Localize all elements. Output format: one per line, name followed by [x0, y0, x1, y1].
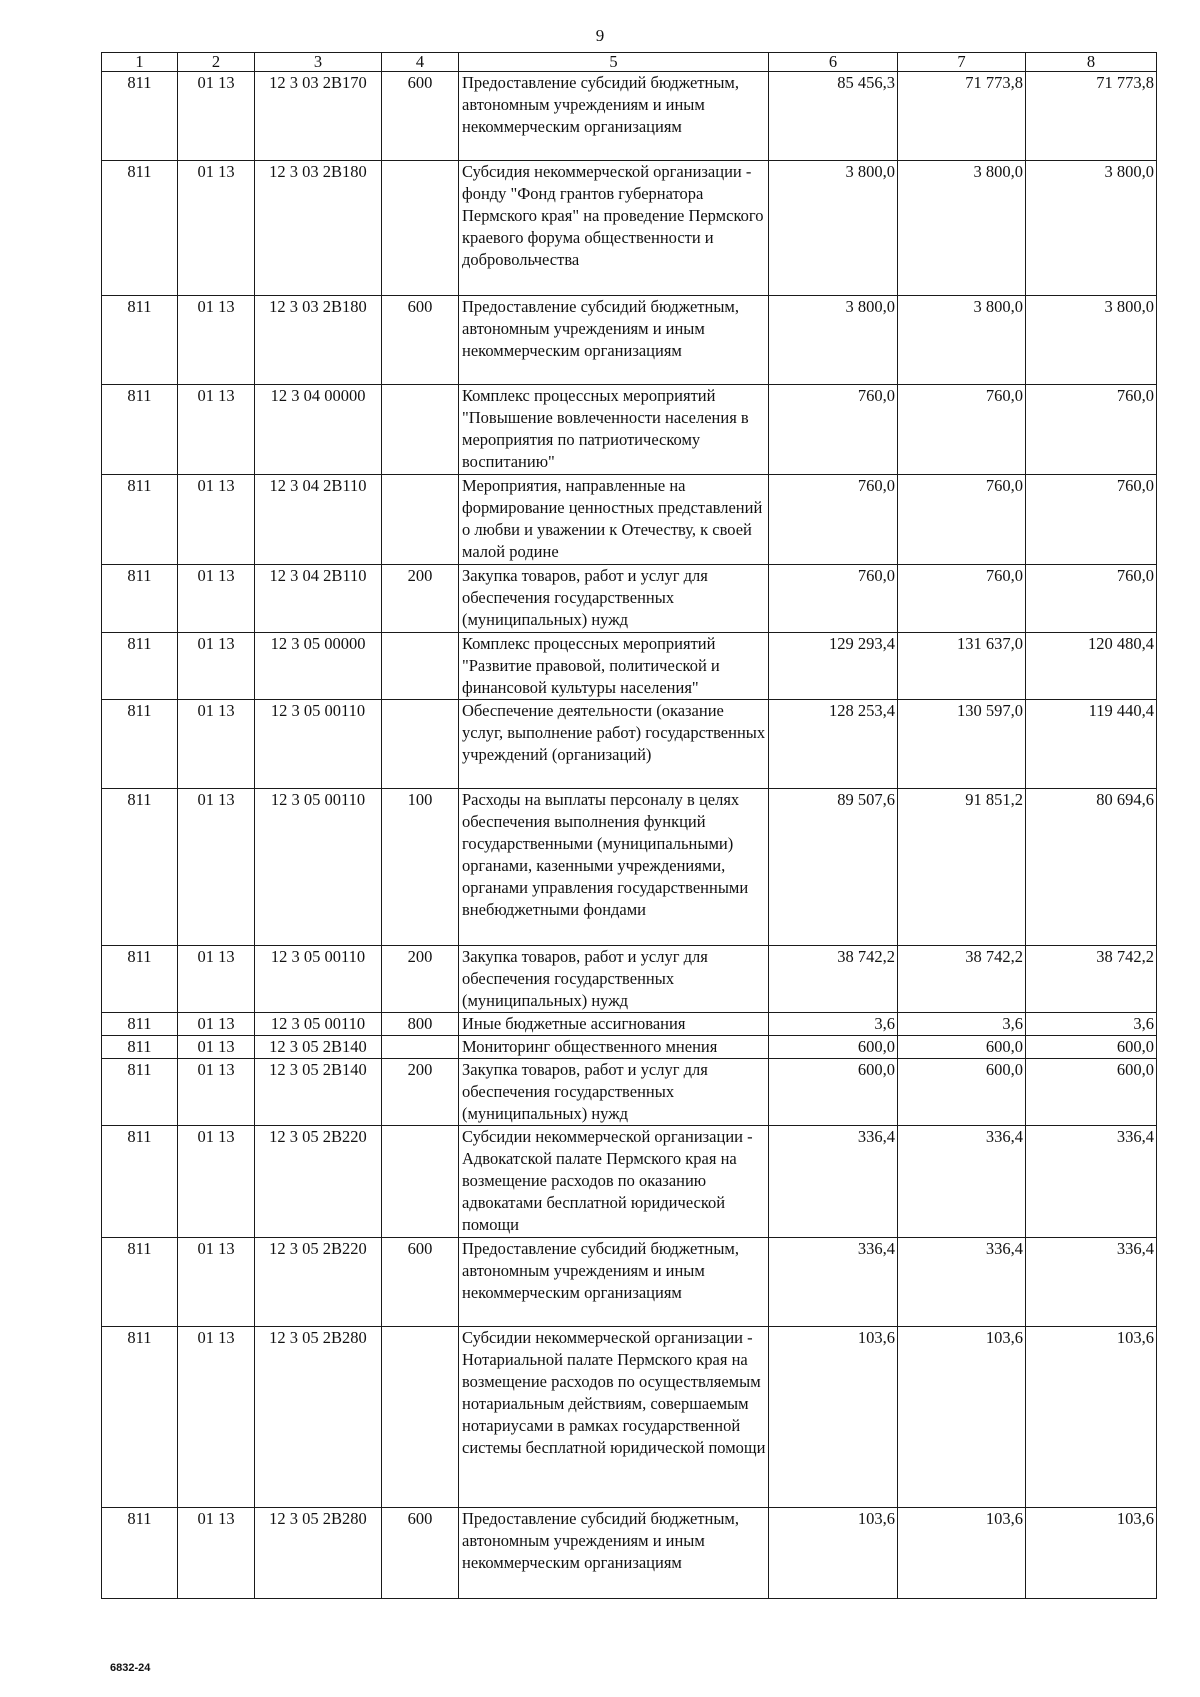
cell-target-article: 12 3 05 00110 — [255, 789, 382, 946]
cell-section: 01 13 — [178, 565, 255, 633]
cell-amount-8: 3,6 — [1026, 1013, 1157, 1036]
cell-expense-type: 600 — [382, 296, 459, 385]
cell-amount-8: 3 800,0 — [1026, 296, 1157, 385]
column-header: 1 — [102, 53, 178, 72]
cell-section: 01 13 — [178, 946, 255, 1013]
cell-section: 01 13 — [178, 72, 255, 161]
column-header: 3 — [255, 53, 382, 72]
table-row — [102, 946, 1157, 1013]
page-number: 9 — [595, 26, 605, 45]
cell-amount-8: 600,0 — [1026, 1059, 1157, 1126]
cell-amount-7: 760,0 — [898, 475, 1026, 565]
cell-target-article: 12 3 05 2В280 — [255, 1327, 382, 1508]
cell-expense-type: 600 — [382, 1238, 459, 1327]
table-row — [102, 565, 1157, 633]
table-row — [102, 633, 1157, 700]
cell-target-article: 12 3 05 2В220 — [255, 1238, 382, 1327]
cell-description: Обеспечение деятельности (оказание услуг, выполнение работ) государственных учреждений (организаций) — [459, 700, 769, 789]
cell-amount-7: 336,4 — [898, 1238, 1026, 1327]
table-row — [102, 1126, 1157, 1238]
table-row — [102, 1013, 1157, 1036]
cell-section: 01 13 — [178, 1238, 255, 1327]
cell-dept-code: 811 — [102, 1036, 178, 1059]
cell-dept-code: 811 — [102, 1059, 178, 1126]
cell-expense-type — [382, 161, 459, 296]
cell-target-article: 12 3 05 00110 — [255, 946, 382, 1013]
cell-amount-6: 38 742,2 — [769, 946, 898, 1013]
cell-amount-8: 103,6 — [1026, 1327, 1157, 1508]
cell-description: Предоставление субсидий бюджетным, автономным учреждениям и иным некоммерческим организациям — [459, 1238, 769, 1327]
cell-amount-6: 600,0 — [769, 1059, 898, 1126]
cell-expense-type: 200 — [382, 565, 459, 633]
budget-table — [101, 52, 1157, 1599]
table-row — [102, 296, 1157, 385]
table-row — [102, 385, 1157, 475]
cell-description: Иные бюджетные ассигнования — [459, 1013, 769, 1036]
cell-dept-code: 811 — [102, 700, 178, 789]
cell-description: Закупка товаров, работ и услуг для обеспечения государственных (муниципальных) нужд — [459, 565, 769, 633]
cell-target-article: 12 3 05 2В140 — [255, 1036, 382, 1059]
cell-expense-type — [382, 385, 459, 475]
cell-amount-6: 85 456,3 — [769, 72, 898, 161]
cell-target-article: 12 3 04 00000 — [255, 385, 382, 475]
table-row — [102, 1508, 1157, 1599]
cell-description: Расходы на выплаты персоналу в целях обеспечения выполнения функций государственными (муниципальными) органами, казенными учреждениями, органами управления государственными внебюджетными фондами — [459, 789, 769, 946]
cell-expense-type — [382, 475, 459, 565]
table-row — [102, 475, 1157, 565]
cell-amount-6: 760,0 — [769, 565, 898, 633]
cell-amount-8: 336,4 — [1026, 1238, 1157, 1327]
cell-amount-7: 71 773,8 — [898, 72, 1026, 161]
table-body — [102, 72, 1157, 1599]
cell-dept-code: 811 — [102, 789, 178, 946]
cell-target-article: 12 3 05 00000 — [255, 633, 382, 700]
cell-amount-7: 336,4 — [898, 1126, 1026, 1238]
table-row — [102, 1238, 1157, 1327]
cell-section: 01 13 — [178, 1126, 255, 1238]
cell-description: Предоставление субсидий бюджетным, автономным учреждениям и иным некоммерческим организациям — [459, 1508, 769, 1599]
cell-amount-6: 760,0 — [769, 475, 898, 565]
cell-dept-code: 811 — [102, 72, 178, 161]
cell-target-article: 12 3 04 2В110 — [255, 475, 382, 565]
cell-expense-type: 800 — [382, 1013, 459, 1036]
cell-amount-8: 80 694,6 — [1026, 789, 1157, 946]
table-header-row — [102, 53, 1157, 72]
cell-section: 01 13 — [178, 475, 255, 565]
cell-section: 01 13 — [178, 1327, 255, 1508]
column-header: 4 — [382, 53, 459, 72]
cell-amount-8: 760,0 — [1026, 475, 1157, 565]
cell-amount-6: 129 293,4 — [769, 633, 898, 700]
cell-section: 01 13 — [178, 1508, 255, 1599]
cell-amount-8: 71 773,8 — [1026, 72, 1157, 161]
cell-amount-6: 103,6 — [769, 1508, 898, 1599]
cell-amount-7: 91 851,2 — [898, 789, 1026, 946]
cell-dept-code: 811 — [102, 1327, 178, 1508]
cell-amount-7: 38 742,2 — [898, 946, 1026, 1013]
column-header: 8 — [1026, 53, 1157, 72]
cell-section: 01 13 — [178, 1059, 255, 1126]
cell-amount-8: 760,0 — [1026, 385, 1157, 475]
cell-dept-code: 811 — [102, 1238, 178, 1327]
cell-amount-6: 336,4 — [769, 1238, 898, 1327]
cell-expense-type: 600 — [382, 1508, 459, 1599]
cell-target-article: 12 3 05 00110 — [255, 1013, 382, 1036]
cell-amount-8: 760,0 — [1026, 565, 1157, 633]
cell-description: Субсидия некоммерческой организации - фонду "Фонд грантов губернатора Пермского края" на проведение Пермского краевого форума общественности и добровольчества — [459, 161, 769, 296]
cell-expense-type — [382, 1327, 459, 1508]
cell-section: 01 13 — [178, 633, 255, 700]
cell-target-article: 12 3 05 2В280 — [255, 1508, 382, 1599]
cell-amount-6: 3 800,0 — [769, 296, 898, 385]
cell-dept-code: 811 — [102, 1126, 178, 1238]
table-row — [102, 1036, 1157, 1059]
cell-description: Мероприятия, направленные на формирование ценностных представлений о любви и уважении к Отечеству, к своей малой родине — [459, 475, 769, 565]
cell-description: Субсидии некоммерческой организации - Нотариальной палате Пермского края на возмещение расходов по осуществляемым нотариальным действиям, совершаемым нотариусами в рамках государственной системы бесплатной юридической помощи — [459, 1327, 769, 1508]
cell-amount-8: 119 440,4 — [1026, 700, 1157, 789]
cell-description: Предоставление субсидий бюджетным, автономным учреждениям и иным некоммерческим организациям — [459, 296, 769, 385]
cell-section: 01 13 — [178, 789, 255, 946]
cell-dept-code: 811 — [102, 1508, 178, 1599]
cell-description: Закупка товаров, работ и услуг для обеспечения государственных (муниципальных) нужд — [459, 946, 769, 1013]
table-row — [102, 161, 1157, 296]
cell-amount-7: 3 800,0 — [898, 296, 1026, 385]
cell-amount-6: 760,0 — [769, 385, 898, 475]
cell-section: 01 13 — [178, 700, 255, 789]
cell-dept-code: 811 — [102, 296, 178, 385]
cell-section: 01 13 — [178, 1036, 255, 1059]
cell-amount-7: 131 637,0 — [898, 633, 1026, 700]
cell-description: Комплекс процессных мероприятий "Повышение вовлеченности населения в мероприятия по патриотическому воспитанию" — [459, 385, 769, 475]
cell-description: Субсидии некоммерческой организации - Адвокатской палате Пермского края на возмещение расходов по оказанию адвокатами бесплатной юридической помощи — [459, 1126, 769, 1238]
cell-amount-7: 103,6 — [898, 1327, 1026, 1508]
column-header: 2 — [178, 53, 255, 72]
cell-target-article: 12 3 05 2В140 — [255, 1059, 382, 1126]
cell-expense-type — [382, 1036, 459, 1059]
cell-expense-type — [382, 633, 459, 700]
cell-section: 01 13 — [178, 161, 255, 296]
column-header: 7 — [898, 53, 1026, 72]
cell-amount-7: 760,0 — [898, 385, 1026, 475]
cell-amount-7: 103,6 — [898, 1508, 1026, 1599]
cell-expense-type: 600 — [382, 72, 459, 161]
cell-dept-code: 811 — [102, 946, 178, 1013]
cell-target-article: 12 3 03 2В180 — [255, 161, 382, 296]
cell-target-article: 12 3 03 2В170 — [255, 72, 382, 161]
table-row — [102, 700, 1157, 789]
table-row — [102, 789, 1157, 946]
cell-amount-8: 38 742,2 — [1026, 946, 1157, 1013]
cell-amount-6: 600,0 — [769, 1036, 898, 1059]
cell-amount-8: 3 800,0 — [1026, 161, 1157, 296]
cell-dept-code: 811 — [102, 385, 178, 475]
cell-expense-type — [382, 700, 459, 789]
cell-target-article: 12 3 05 00110 — [255, 700, 382, 789]
table-row — [102, 1327, 1157, 1508]
cell-amount-6: 89 507,6 — [769, 789, 898, 946]
cell-section: 01 13 — [178, 1013, 255, 1036]
cell-expense-type: 200 — [382, 1059, 459, 1126]
cell-amount-7: 760,0 — [898, 565, 1026, 633]
cell-dept-code: 811 — [102, 633, 178, 700]
column-header: 6 — [769, 53, 898, 72]
cell-amount-7: 600,0 — [898, 1036, 1026, 1059]
cell-amount-6: 128 253,4 — [769, 700, 898, 789]
cell-expense-type — [382, 1126, 459, 1238]
cell-amount-8: 120 480,4 — [1026, 633, 1157, 700]
cell-description: Комплекс процессных мероприятий "Развитие правовой, политической и финансовой культуры населения" — [459, 633, 769, 700]
column-header: 5 — [459, 53, 769, 72]
document-code: 6832-24 — [110, 1662, 151, 1674]
cell-amount-8: 600,0 — [1026, 1036, 1157, 1059]
cell-expense-type: 200 — [382, 946, 459, 1013]
table-row — [102, 72, 1157, 161]
cell-description: Предоставление субсидий бюджетным, автономным учреждениям и иным некоммерческим организациям — [459, 72, 769, 161]
cell-dept-code: 811 — [102, 475, 178, 565]
cell-expense-type: 100 — [382, 789, 459, 946]
cell-amount-6: 3 800,0 — [769, 161, 898, 296]
cell-target-article: 12 3 05 2В220 — [255, 1126, 382, 1238]
cell-section: 01 13 — [178, 296, 255, 385]
cell-description: Закупка товаров, работ и услуг для обеспечения государственных (муниципальных) нужд — [459, 1059, 769, 1126]
cell-amount-7: 3 800,0 — [898, 161, 1026, 296]
cell-description: Мониторинг общественного мнения — [459, 1036, 769, 1059]
cell-amount-7: 130 597,0 — [898, 700, 1026, 789]
cell-amount-6: 3,6 — [769, 1013, 898, 1036]
cell-amount-6: 103,6 — [769, 1327, 898, 1508]
cell-target-article: 12 3 04 2В110 — [255, 565, 382, 633]
cell-dept-code: 811 — [102, 565, 178, 633]
cell-dept-code: 811 — [102, 1013, 178, 1036]
cell-dept-code: 811 — [102, 161, 178, 296]
cell-amount-8: 336,4 — [1026, 1126, 1157, 1238]
cell-section: 01 13 — [178, 385, 255, 475]
cell-amount-8: 103,6 — [1026, 1508, 1157, 1599]
cell-amount-7: 600,0 — [898, 1059, 1026, 1126]
cell-amount-6: 336,4 — [769, 1126, 898, 1238]
table-row — [102, 1059, 1157, 1126]
cell-target-article: 12 3 03 2В180 — [255, 296, 382, 385]
cell-amount-7: 3,6 — [898, 1013, 1026, 1036]
